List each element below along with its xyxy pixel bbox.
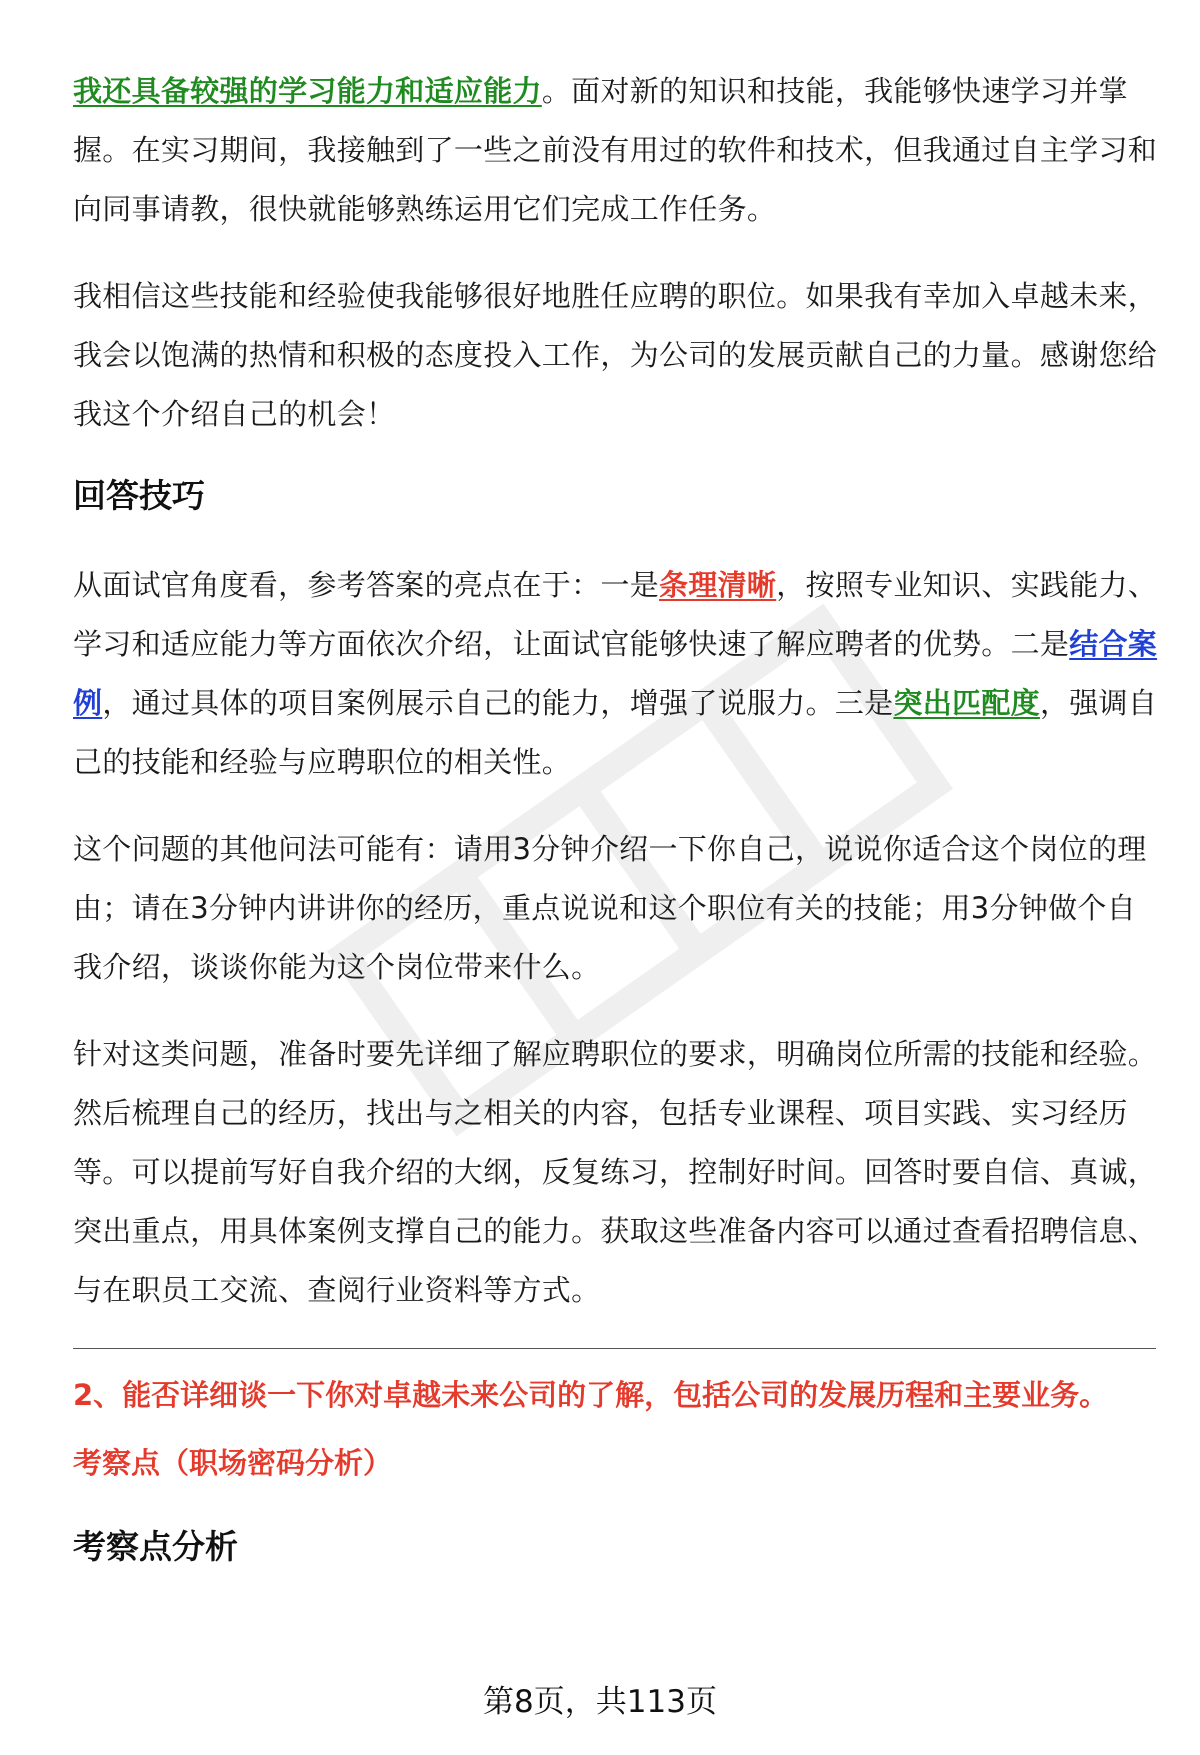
document-page [73,62,1158,1607]
section-heading-answer-tips: 回答技巧 [73,476,205,515]
highlight-clear-structure: 条理清晰 [659,568,777,602]
question-2-subtitle: 考察点（职场密码分析） [73,1446,393,1480]
paragraph-text: ，按照专业知识、实践能力、学习和适应能力等方面依次介绍，让面试官能够快速了解应聘者的优势。二是 [73,568,1158,661]
paragraph-text: 从面试官角度看，参考答案的亮点在于：一是 [73,568,660,602]
paragraph-text: ，强调自己的技能和经验与应聘职位的相关性。 [73,686,1158,779]
question-2-title: 2、能否详细谈一下你对卓越未来公司的了解，包括公司的发展历程和主要业务。 [73,1378,1109,1412]
paragraph-alternate-questions: 这个问题的其他问法可能有：请用3分钟介绍一下你自己，说说你适合这个岗位的理由；请在3分钟内讲讲你的经历，重点说说和这个职位有关的技能；用3分钟做个自我介绍，谈谈你能为这个岗位带来什么。 [73,832,1147,984]
highlight-case-examples: 结合案例 [73,627,1158,720]
paragraph-text: 。面对新的知识和技能，我能够快速学习并掌握。在实习期间，我接触到了一些之前没有用过的软件和技术，但我通过自主学习和向同事请教，很快就能够熟练运用它们完成工作任务。 [73,74,1158,226]
section-heading-analysis: 考察点分析 [73,1527,238,1566]
paragraph-learning-ability [73,62,1158,239]
highlight-learning-ability: 我还具备较强的学习能力和适应能力 [73,74,542,108]
highlight-match-degree: 突出匹配度 [893,686,1040,720]
section-divider [73,1348,1156,1349]
paragraph-text: ，通过具体的项目案例展示自己的能力，增强了说服力。三是 [102,686,894,720]
page-number: 第8页，共113页 [483,1684,717,1720]
paragraph-preparation-advice: 针对这类问题，准备时要先详细了解应聘职位的要求，明确岗位所需的技能和经验。然后梳理自己的经历，找出与之相关的内容，包括专业课程、项目实践、实习经历等。可以提前写好自我介绍的大纲，反复练习，控制好时间。回答时要自信、真诚，突出重点，用具体案例支撑自己的能力。获取这些准备内容可以通过查看招聘信息、与在职员工交流、查阅行业资料等方式。 [73,1037,1158,1307]
paragraph-conclusion: 我相信这些技能和经验使我能够很好地胜任应聘的职位。如果我有幸加入卓越未来，我会以饱满的热情和积极的态度投入工作，为公司的发展贡献自己的力量。感谢您给我这个介绍自己的机会！ [73,279,1158,431]
paragraph-highlights [73,556,1158,792]
